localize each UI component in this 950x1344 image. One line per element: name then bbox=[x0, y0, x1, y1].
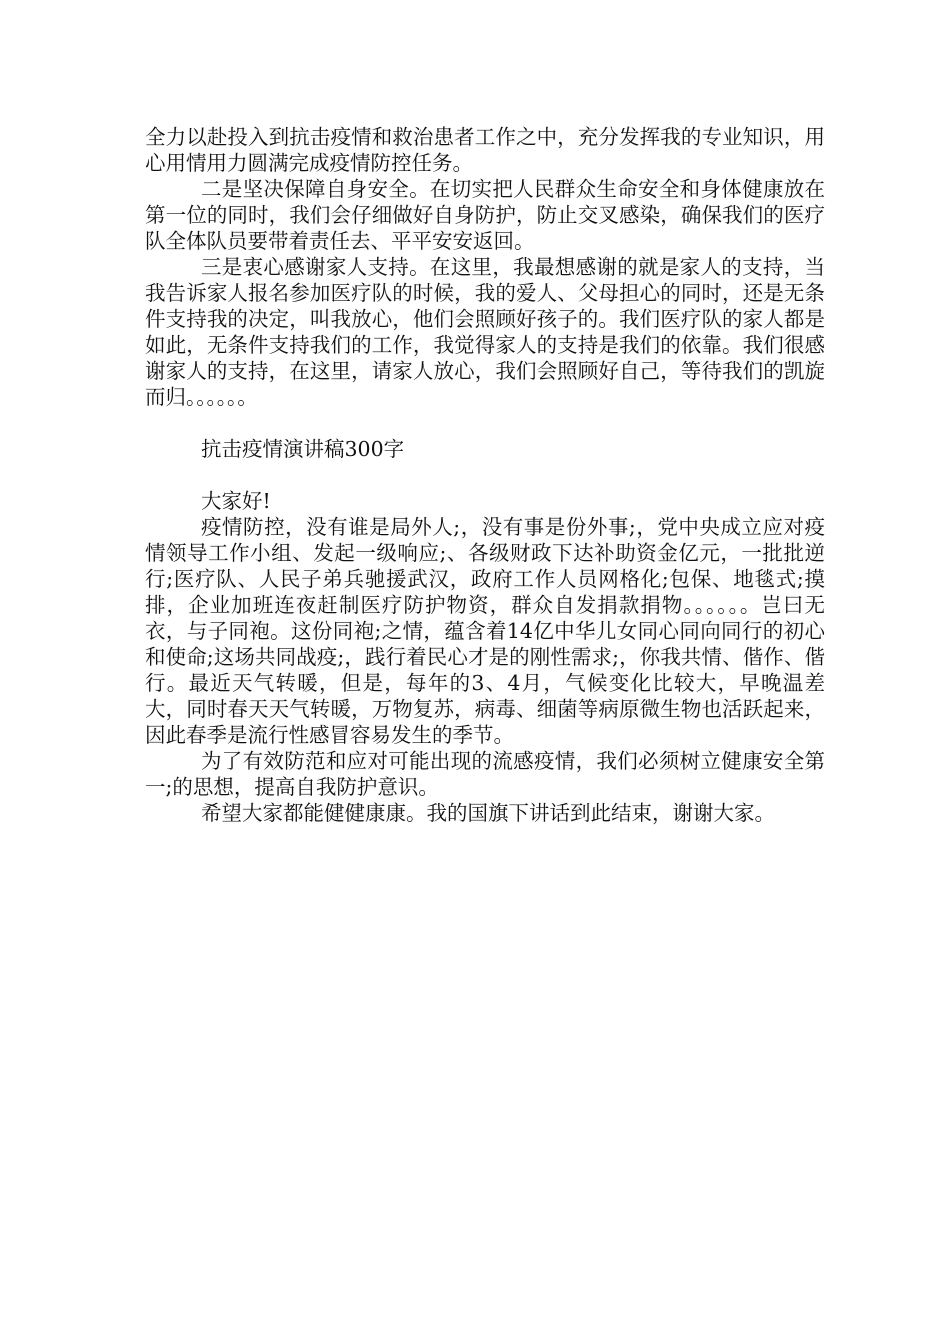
spacer bbox=[145, 410, 825, 436]
section-heading: 抗击疫情演讲稿300字 bbox=[201, 437, 405, 461]
paragraph-point-three: 三是衷心感谢家人支持。在这里，我最想感谢的就是家人的支持，当我告诉家人报名参加医疗队的时候，我的爱人、父母担心的同时，还是无条件支持我的决定，叫我放心，他们会照顾好孩子的。我们医疗队的家人都是如此，无条件支持我们的工作，我觉得家人的支持是我们的依靠。我们很感谢家人的支持，在这里，请家人放心，我们会照顾好自己，等待我们的凯旋而归。。。。。。 bbox=[145, 255, 825, 409]
paragraph-prevention: 为了有效防范和应对可能出现的流感疫情，我们必须树立健康安全第一;的思想，提高自我防护意识。 bbox=[145, 749, 825, 799]
paragraph-continued: 全力以赴投入到抗击疫情和救治患者工作之中，充分发挥我的专业知识，用心用情用力圆满完成疫情防控任务。 bbox=[145, 125, 825, 175]
greeting: 大家好! bbox=[201, 489, 271, 513]
document-body bbox=[145, 124, 825, 826]
paragraph-point-two: 二是坚决保障自身安全。在切实把人民群众生命安全和身体健康放在第一位的同时，我们会仔细做好自身防护，防止交叉感染，确保我们的医疗队全体队员要带着责任去、平平安安返回。 bbox=[145, 177, 825, 253]
spacer bbox=[145, 462, 825, 488]
paragraph-epidemic-control: 疫情防控，没有谁是局外人;，没有事是份外事;，党中央成立应对疫情领导工作小组、发起一级响应;、各级财政下达补助资金亿元，一批批逆行;医疗队、人民子弟兵驰援武汉，政府工作人员网格化;包保、地毯式;摸排，企业加班连夜赶制医疗防护物资，群众自发捐款捐物。。。。。。岂曰无衣，与子同袍。这份同袍;之情，蕴含着14亿中华儿女同心同向同行的初心和使命;这场共同战疫;，践行着民心才是的刚性需求;，你我共情、偕作、偕行。最近天气转暖，但是，每年的3、4月，气候变化比较大，早晚温差大，同时春天天气转暖，万物复苏，病毒、细菌等病原微生物也活跃起来，因此春季是流行性感冒容易发生的季节。 bbox=[145, 515, 825, 747]
paragraph-closing: 希望大家都能健健康康。我的国旗下讲话到此结束，谢谢大家。 bbox=[201, 801, 775, 825]
